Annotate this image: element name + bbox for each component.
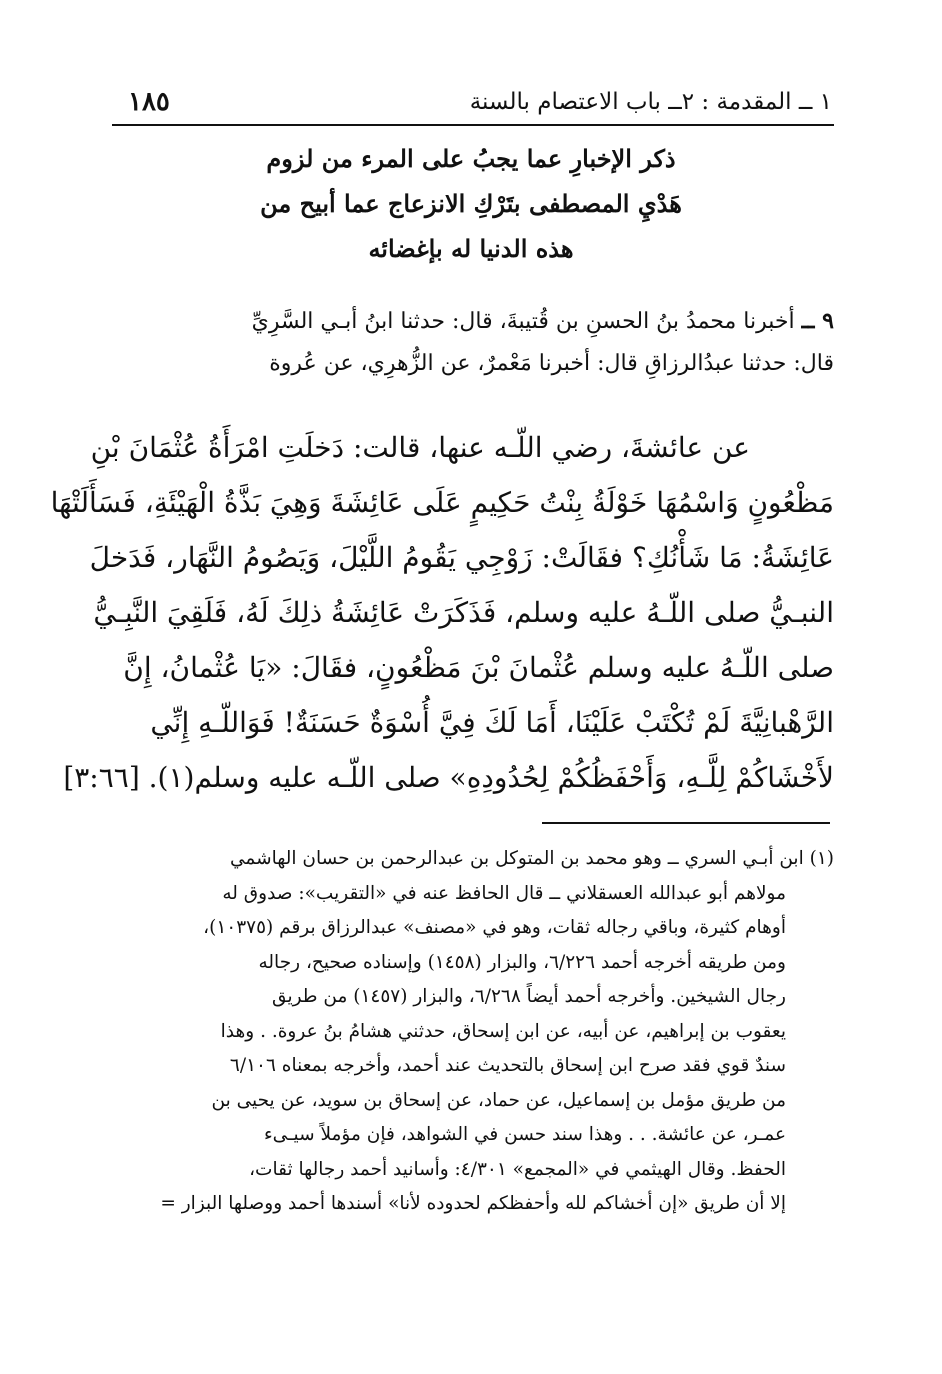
hadith-line: عَائِشَةُ: مَا شَأْنُكِ؟ فقَالَتْ: زَوْجِي يَقُومُ اللَّيْلَ، وَيَصُومُ النَّهَار، فَدَخلَ	[89, 541, 834, 574]
running-head	[128, 82, 832, 122]
hadith-text	[50, 420, 834, 805]
footnote-line: الحفظ. وقال الهيثمي في «المجمع» ٤/٣٠١: وأسانيد أحمد رجالها ثقات،	[249, 1158, 786, 1180]
footnote-line: سندٌ قوي فقد صرح ابن إسحاق بالتحديث عند أحمد، وأخرجه بمعناه ٦/١٠٦	[229, 1055, 786, 1076]
hadith-line: النبـيُّ صلى اللّـهُ عليه وسلم، فَذَكَرَتْ عَائِشَةُ ذلِكَ لَهُ، فَلَقِيَ النَّبِـيُّ	[93, 596, 834, 629]
footnote-line: يعقوب بن إبراهيم، عن أبيه، عن ابن إسحاق، حدثني هشامُ بنُ عروة. . وهذا	[220, 1020, 786, 1042]
chapter-title-line: هذه الدنيا له بإغضائه	[368, 234, 574, 263]
footnote-line: ومن طريقه أخرجه أحمد ٦/٢٢٦، والبزار (١٤٥٨) وإسناده صحيح، رجاله	[258, 951, 786, 973]
isnad-text: أخبرنا محمدُ بنُ الحسنِ بن قُتيبةَ، قال: حدثنا ابنُ أبـي السَّرِيِّ	[251, 309, 795, 334]
footnote	[112, 842, 834, 1222]
footnote-line: رجال الشيخين. وأخرجه أحمد أيضاً ٦/٢٦٨، والبزار (١٤٥٧) من طريق	[272, 986, 786, 1007]
footnote-rule	[542, 822, 830, 824]
isnad-chain	[112, 300, 834, 385]
header-rule	[112, 124, 834, 126]
footnote-line	[112, 842, 834, 877]
isnad-line	[112, 300, 834, 343]
hadith-line: مَظْعُونٍ وَاسْمُهَا خَوْلَةُ بِنْتُ حَكِيمٍ عَلَى عَائِشَةَ وَهِيَ بَذَّةُ الْهَيْئَةِ، فَسَأَلَتْهَا	[50, 486, 834, 519]
hadith-line: لأَخْشَاكُمْ لِلَّـهِ، وَأَحْفَظُكُمْ لِحُدُودِهِ» صلى اللّـه عليه وسلم(١). [٣:٦٦]	[63, 761, 834, 794]
chapter-title-line: ذكر الإخبارِ عما يجبُ على المرء من لزوم	[266, 144, 676, 173]
running-head-title: ١ ــ المقدمة : ٢ــ باب الاعتصام بالسنة	[469, 89, 832, 115]
footnote-line: أوهام كثيرة، وباقي رجاله ثقات، وهو في «مصنف» عبدالرزاق برقم (١٠٣٧٥)،	[203, 917, 786, 938]
footnote-text: ابن أبـي السري ــ وهو محمد بن المتوكل بن عبدالرحمن بن حسان الهاشمي	[229, 848, 804, 869]
footnote-number: (١)	[809, 848, 834, 869]
footnote-line: من طريق مؤمل بن إسماعيل، عن حماد، عن إسحاق بن سويد، عن يحيى بن	[211, 1089, 786, 1111]
chapter-title-line: هَدْيِ المصطفى بتَرْكِ الانزعاج عما أبيح من	[260, 189, 682, 218]
hadith-line: صلى اللّـهُ عليه وسلم عُثْمانَ بْنَ مَظْعُونٍ، فقَالَ: «يَا عُثْمانُ، إِنَّ	[123, 651, 834, 684]
hadith-number: ٩ ــ	[801, 308, 834, 334]
hadith-line: عن عائشةَ، رضي اللّـه عنها، قالت: دَخلَتِ امْرَأَةُ عُثْمَانَ بْنِ	[90, 431, 750, 464]
footnote-line: عمـر، عن عائشة. . . وهذا سند حسن في الشواهد، فإن مؤملاً سيـىء	[263, 1124, 786, 1145]
isnad-line: قال: حدثنا عبدُالرزاقِ قال: أخبرنا مَعْمرٌ، عن الزُّهرِي، عن عُروة	[269, 351, 834, 376]
hadith-line: الرَّهْبانِيَّةَ لَمْ تُكْتَبْ عَلَيْنَا، أَمَا لَكَ فِيَّ أُسْوَةٌ حَسَنَةٌ! فَوَاللّـهِ إِنِّي	[150, 706, 834, 739]
chapter-title	[230, 136, 712, 271]
footnote-line: إلا أن طريق «إن أخشاكم لله وأحفظكم لحدوده لأنا» أسندها أحمد ووصلها البزار =	[160, 1193, 786, 1214]
footnote-line: مولاهم أبو عبدالله العسقلاني ــ قال الحافظ عنه في «التقريب»: صدوق له	[222, 882, 786, 904]
page-number: ١٨٥	[128, 87, 170, 117]
